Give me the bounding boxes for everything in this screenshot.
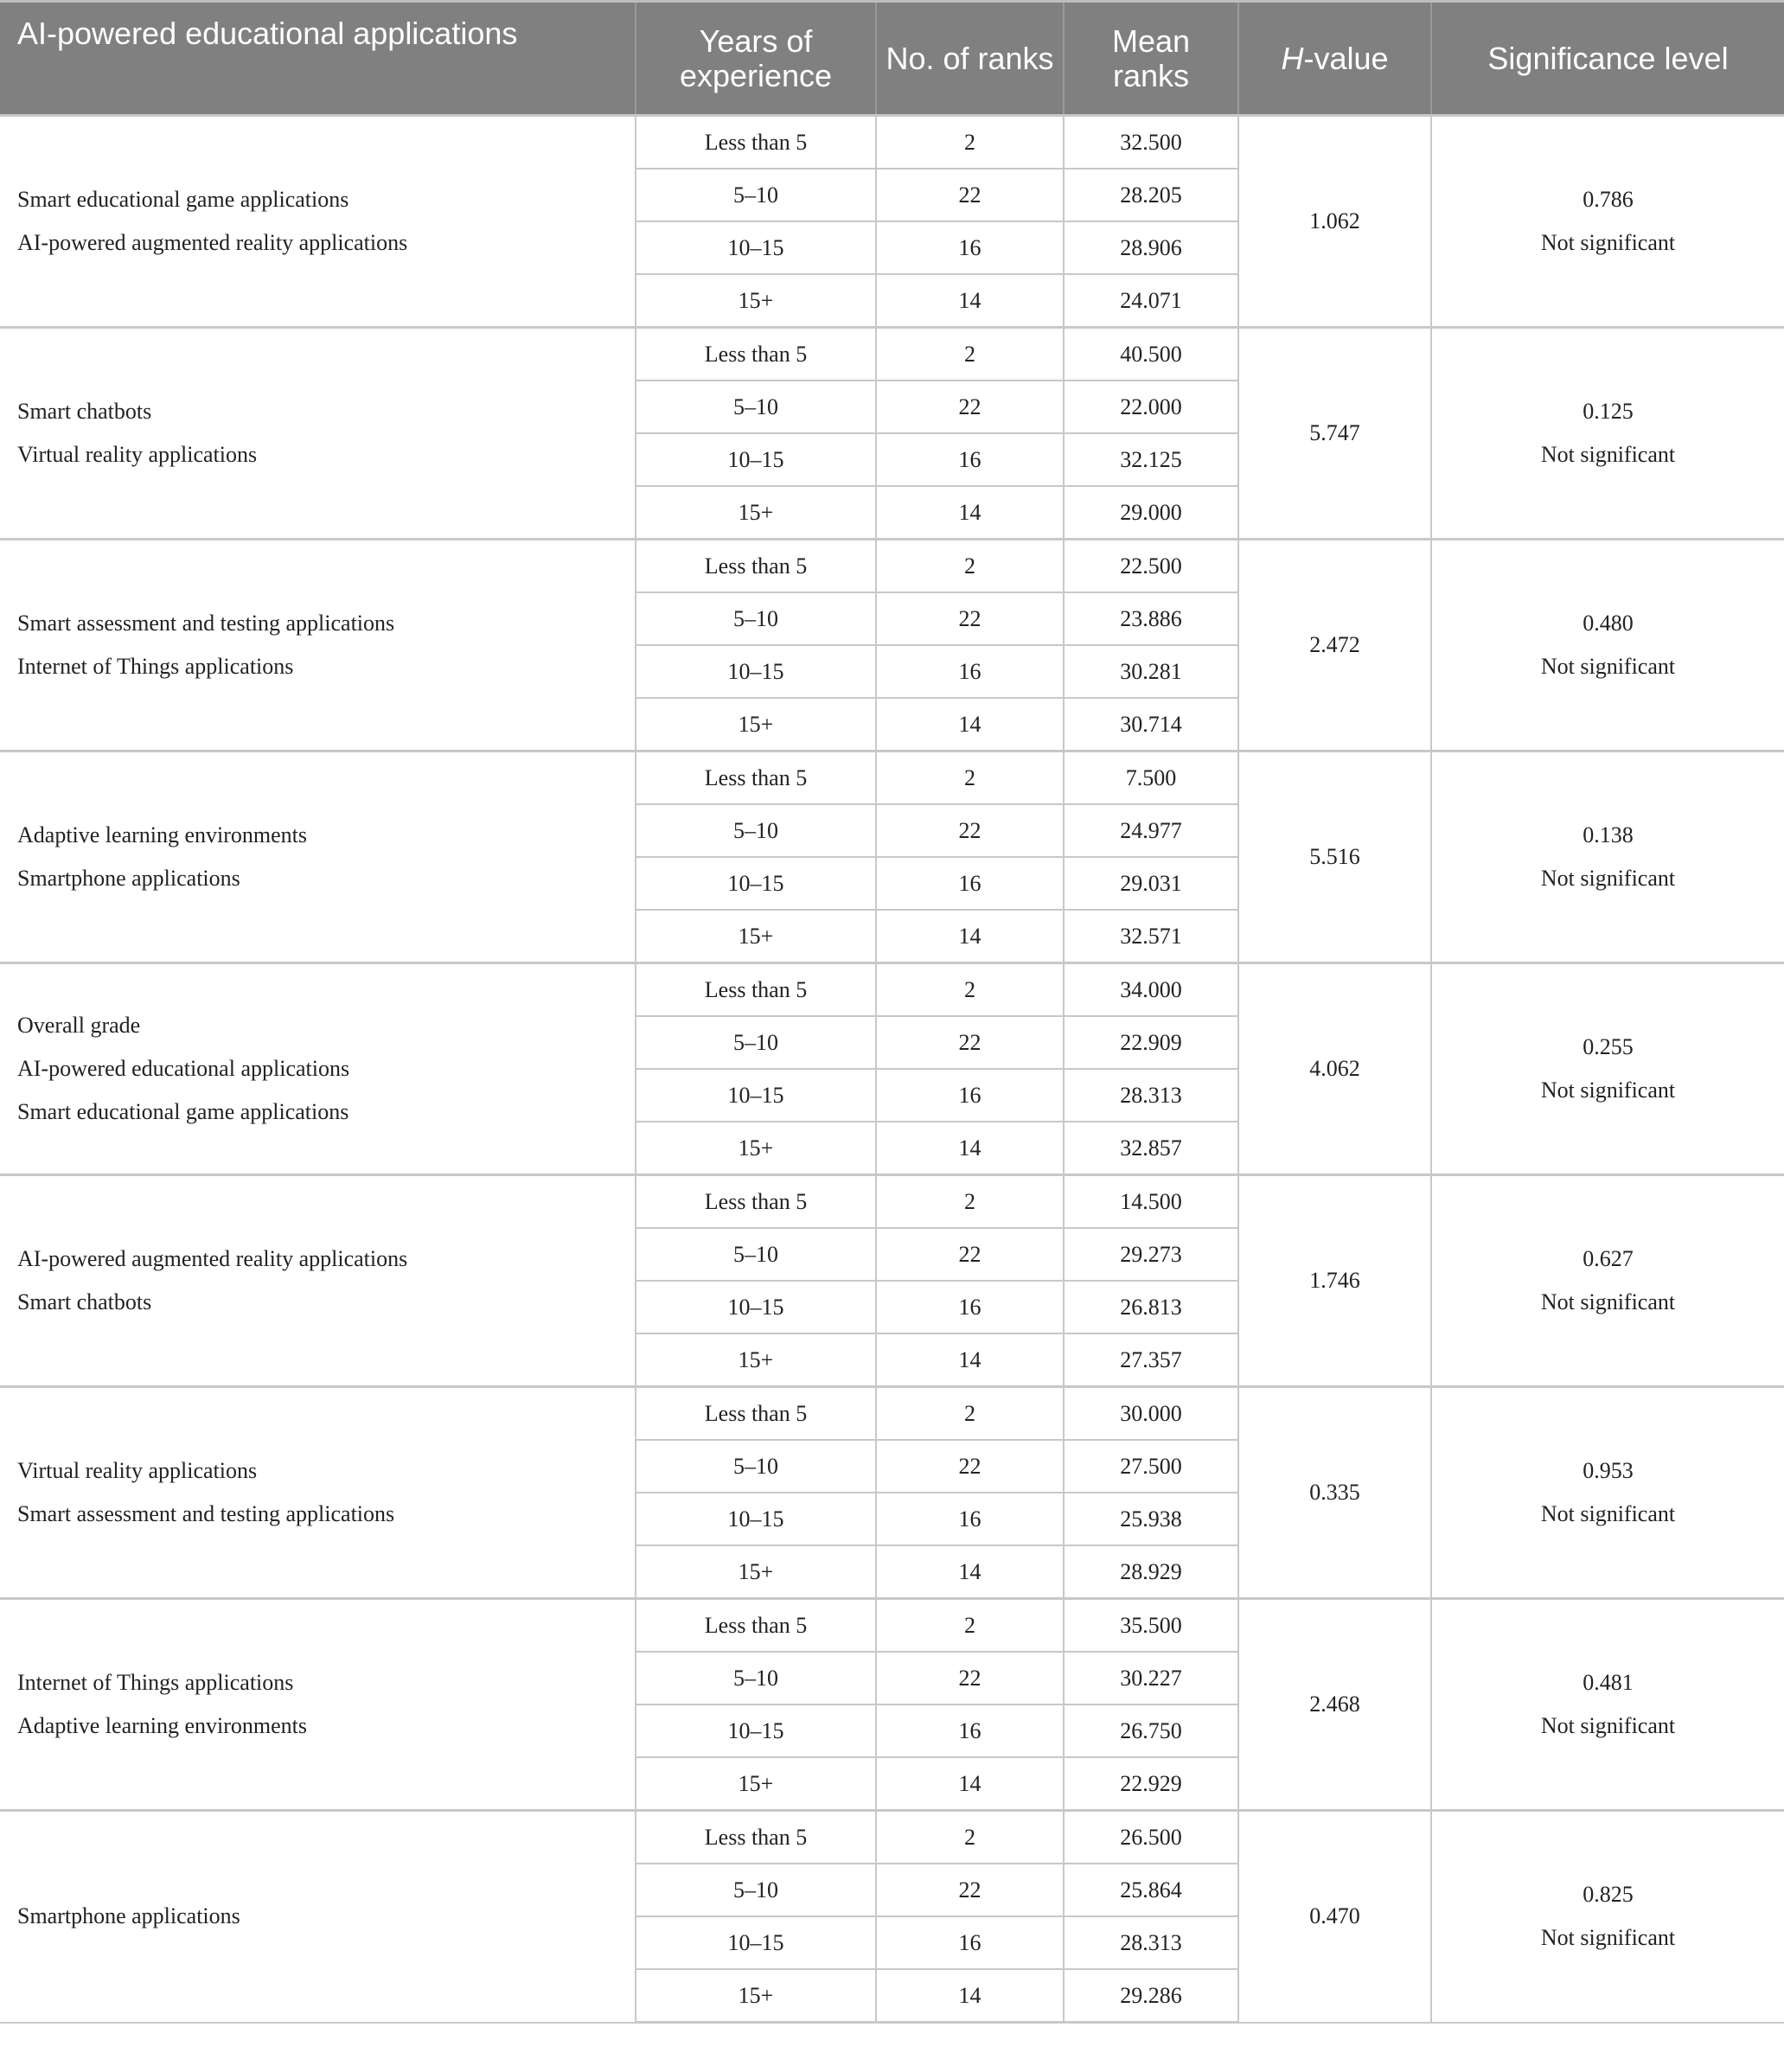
application-name: AI-powered augmented reality applications [17,1246,408,1271]
years-experience-cell: 15+ [636,1969,876,2023]
h-value-cell: 5.747 [1238,328,1431,540]
application-names-cell [0,328,636,540]
mean-rank-cell: 29.031 [1064,857,1238,910]
table-row [0,1811,1784,1864]
significance-cell [1431,116,1784,328]
years-experience-cell: 10–15 [636,221,876,274]
h-value-cell: 4.062 [1238,963,1431,1175]
mean-rank-cell: 29.286 [1064,1969,1238,2023]
application-name: Overall grade [17,1013,141,1038]
h-value-cell: 2.472 [1238,540,1431,751]
application-names-cell [0,116,636,328]
application-name: Smart educational game applications [17,1099,349,1124]
application-name: Smart chatbots [17,1289,152,1314]
no-of-ranks-cell: 2 [876,116,1064,169]
p-value: 0.255 [1583,1034,1634,1059]
table-row [0,751,1784,805]
no-of-ranks-cell: 16 [876,1704,1064,1757]
mean-rank-cell: 25.938 [1064,1493,1238,1545]
application-names-cell [0,1387,636,1599]
years-experience-cell: 10–15 [636,433,876,486]
years-experience-cell: 10–15 [636,1493,876,1545]
significance-label: Not significant [1540,654,1676,679]
significance-cell [1431,1387,1784,1599]
table-row [0,116,1784,169]
application-name: Adaptive learning environments [17,1713,308,1738]
mean-rank-cell: 32.125 [1064,433,1238,486]
years-experience-cell: 10–15 [636,857,876,910]
years-experience-cell: 15+ [636,1545,876,1599]
p-value: 0.627 [1583,1246,1634,1271]
no-of-ranks-cell: 16 [876,1916,1064,1969]
years-experience-cell: 15+ [636,698,876,751]
no-of-ranks-cell: 16 [876,857,1064,910]
application-name: Virtual reality applications [17,1458,258,1483]
significance-label: Not significant [1540,866,1676,891]
years-experience-cell: Less than 5 [636,540,876,593]
mean-rank-cell: 28.313 [1064,1916,1238,1969]
application-name: Internet of Things applications [17,1670,294,1695]
mean-rank-cell: 30.714 [1064,698,1238,751]
mean-rank-cell: 22.500 [1064,540,1238,593]
mean-rank-cell: 14.500 [1064,1175,1238,1229]
mean-rank-cell: 30.227 [1064,1652,1238,1704]
significance-label: Not significant [1540,1925,1676,1951]
header-row [0,2,1784,116]
no-of-ranks-cell: 22 [876,1228,1064,1281]
significance-label: Not significant [1540,1713,1676,1738]
mean-rank-cell: 26.813 [1064,1281,1238,1333]
application-names-cell [0,1811,636,2023]
p-value: 0.786 [1583,187,1634,212]
application-name: Smart assessment and testing applications [17,611,395,636]
significance-cell [1431,1175,1784,1387]
h-symbol: H [1281,40,1304,76]
significance-label: Not significant [1540,1078,1676,1103]
significance-label: Not significant [1540,230,1676,255]
mean-rank-cell: 35.500 [1064,1599,1238,1653]
mean-rank-cell: 40.500 [1064,328,1238,381]
h-value-suffix: -value [1303,40,1389,76]
no-of-ranks-cell: 14 [876,1333,1064,1387]
mean-rank-cell: 22.000 [1064,381,1238,433]
years-experience-cell: 5–10 [636,169,876,221]
p-value: 0.953 [1583,1458,1634,1483]
no-of-ranks-cell: 22 [876,1652,1064,1704]
p-value: 0.125 [1583,399,1634,424]
h-value-cell: 0.470 [1238,1811,1431,2023]
years-experience-cell: 10–15 [636,645,876,698]
application-name: AI-powered educational applications [17,1056,350,1081]
no-of-ranks-cell: 16 [876,1281,1064,1333]
h-value-cell: 5.516 [1238,751,1431,963]
years-experience-cell: 10–15 [636,1069,876,1122]
application-names-cell [0,1599,636,1811]
table-row [0,540,1784,593]
years-experience-cell: Less than 5 [636,1599,876,1653]
p-value: 0.480 [1583,611,1634,636]
years-experience-cell: 5–10 [636,381,876,433]
years-experience-cell: 5–10 [636,1440,876,1493]
mean-rank-cell: 30.000 [1064,1387,1238,1441]
application-name: Internet of Things applications [17,654,294,679]
no-of-ranks-cell: 2 [876,1387,1064,1441]
no-of-ranks-cell: 16 [876,645,1064,698]
years-experience-cell: 15+ [636,910,876,963]
years-experience-cell: 5–10 [636,1228,876,1281]
mean-rank-cell: 24.071 [1064,274,1238,328]
h-value-cell: 2.468 [1238,1599,1431,1811]
significance-label: Not significant [1540,1289,1676,1314]
mean-rank-cell: 34.000 [1064,963,1238,1017]
years-experience-cell: 5–10 [636,1864,876,1916]
mean-rank-cell: 32.571 [1064,910,1238,963]
no-of-ranks-cell: 14 [876,910,1064,963]
no-of-ranks-cell: 22 [876,804,1064,857]
years-experience-cell: Less than 5 [636,1387,876,1441]
mean-rank-cell: 32.500 [1064,116,1238,169]
years-experience-cell: 5–10 [636,592,876,645]
significance-cell [1431,1811,1784,2023]
years-experience-cell: Less than 5 [636,1811,876,1864]
h-value-cell: 0.335 [1238,1387,1431,1599]
no-of-ranks-cell: 16 [876,1493,1064,1545]
application-name: Smart assessment and testing applications [17,1501,395,1526]
application-name: Smart chatbots [17,399,152,424]
application-names-cell [0,963,636,1175]
mean-rank-cell: 30.281 [1064,645,1238,698]
significance-label: Not significant [1540,442,1676,467]
no-of-ranks-cell: 16 [876,1069,1064,1122]
mean-rank-cell: 27.357 [1064,1333,1238,1387]
application-name: Smartphone applications [17,1903,240,1929]
no-of-ranks-cell: 22 [876,592,1064,645]
header-applications: AI-powered educational applications [0,2,636,116]
no-of-ranks-cell: 14 [876,1122,1064,1175]
years-experience-cell: Less than 5 [636,751,876,805]
application-name: Smart educational game applications [17,187,349,212]
mean-rank-cell: 28.929 [1064,1545,1238,1599]
table-row [0,1387,1784,1441]
significance-cell [1431,963,1784,1175]
header-no-of-ranks: No. of ranks [876,2,1064,116]
no-of-ranks-cell: 22 [876,169,1064,221]
no-of-ranks-cell: 2 [876,1175,1064,1229]
p-value: 0.138 [1583,822,1634,847]
years-experience-cell: Less than 5 [636,328,876,381]
p-value: 0.481 [1583,1670,1634,1695]
no-of-ranks-cell: 22 [876,1440,1064,1493]
years-experience-cell: 15+ [636,274,876,328]
no-of-ranks-cell: 2 [876,1599,1064,1653]
header-h-value [1238,2,1431,116]
mean-rank-cell: 27.500 [1064,1440,1238,1493]
h-value-cell: 1.062 [1238,116,1431,328]
years-experience-cell: 15+ [636,1333,876,1387]
mean-rank-cell: 29.000 [1064,486,1238,540]
application-name: Virtual reality applications [17,442,258,467]
table-row [0,963,1784,1017]
significance-cell [1431,1599,1784,1811]
application-names-cell [0,751,636,963]
no-of-ranks-cell: 14 [876,486,1064,540]
application-name: AI-powered augmented reality applications [17,230,408,255]
mean-rank-cell: 23.886 [1064,592,1238,645]
significance-cell [1431,328,1784,540]
application-names-cell [0,1175,636,1387]
application-name: Smartphone applications [17,866,240,891]
p-value: 0.825 [1583,1882,1634,1908]
mean-rank-cell: 22.929 [1064,1757,1238,1811]
no-of-ranks-cell: 22 [876,381,1064,433]
significance-cell [1431,751,1784,963]
mean-rank-cell: 26.500 [1064,1811,1238,1864]
mean-rank-cell: 32.857 [1064,1122,1238,1175]
no-of-ranks-cell: 14 [876,274,1064,328]
no-of-ranks-cell: 16 [876,433,1064,486]
application-name: Adaptive learning environments [17,822,308,847]
mean-rank-cell: 28.906 [1064,221,1238,274]
years-experience-cell: 15+ [636,486,876,540]
table-row [0,1175,1784,1229]
no-of-ranks-cell: 16 [876,221,1064,274]
no-of-ranks-cell: 22 [876,1016,1064,1069]
mean-rank-cell: 29.273 [1064,1228,1238,1281]
mean-rank-cell: 28.205 [1064,169,1238,221]
years-experience-cell: Less than 5 [636,963,876,1017]
years-experience-cell: 10–15 [636,1704,876,1757]
no-of-ranks-cell: 14 [876,1969,1064,2023]
mean-rank-cell: 25.864 [1064,1864,1238,1916]
years-experience-cell: Less than 5 [636,1175,876,1229]
header-years-experience: Years of experience [636,2,876,116]
years-experience-cell: 5–10 [636,1652,876,1704]
table-body [0,116,1784,2023]
no-of-ranks-cell: 2 [876,328,1064,381]
mean-rank-cell: 24.977 [1064,804,1238,857]
mean-rank-cell: 22.909 [1064,1016,1238,1069]
h-value-cell: 1.746 [1238,1175,1431,1387]
no-of-ranks-cell: 22 [876,1864,1064,1916]
mean-rank-cell: 28.313 [1064,1069,1238,1122]
years-experience-cell: 10–15 [636,1281,876,1333]
years-experience-cell: 15+ [636,1757,876,1811]
no-of-ranks-cell: 2 [876,1811,1064,1864]
no-of-ranks-cell: 2 [876,963,1064,1017]
years-experience-cell: 10–15 [636,1916,876,1969]
years-experience-cell: 5–10 [636,804,876,857]
significance-cell [1431,540,1784,751]
header-significance-level: Significance level [1431,2,1784,116]
no-of-ranks-cell: 2 [876,751,1064,805]
table-row [0,328,1784,381]
no-of-ranks-cell: 14 [876,698,1064,751]
mean-rank-cell: 26.750 [1064,1704,1238,1757]
table-row [0,1599,1784,1653]
mean-rank-cell: 7.500 [1064,751,1238,805]
no-of-ranks-cell: 2 [876,540,1064,593]
years-experience-cell: Less than 5 [636,116,876,169]
table-header [0,2,1784,116]
years-experience-cell: 5–10 [636,1016,876,1069]
no-of-ranks-cell: 14 [876,1757,1064,1811]
header-mean-ranks: Mean ranks [1064,2,1238,116]
years-experience-cell: 15+ [636,1122,876,1175]
application-names-cell [0,540,636,751]
significance-label: Not significant [1540,1501,1676,1526]
no-of-ranks-cell: 14 [876,1545,1064,1599]
